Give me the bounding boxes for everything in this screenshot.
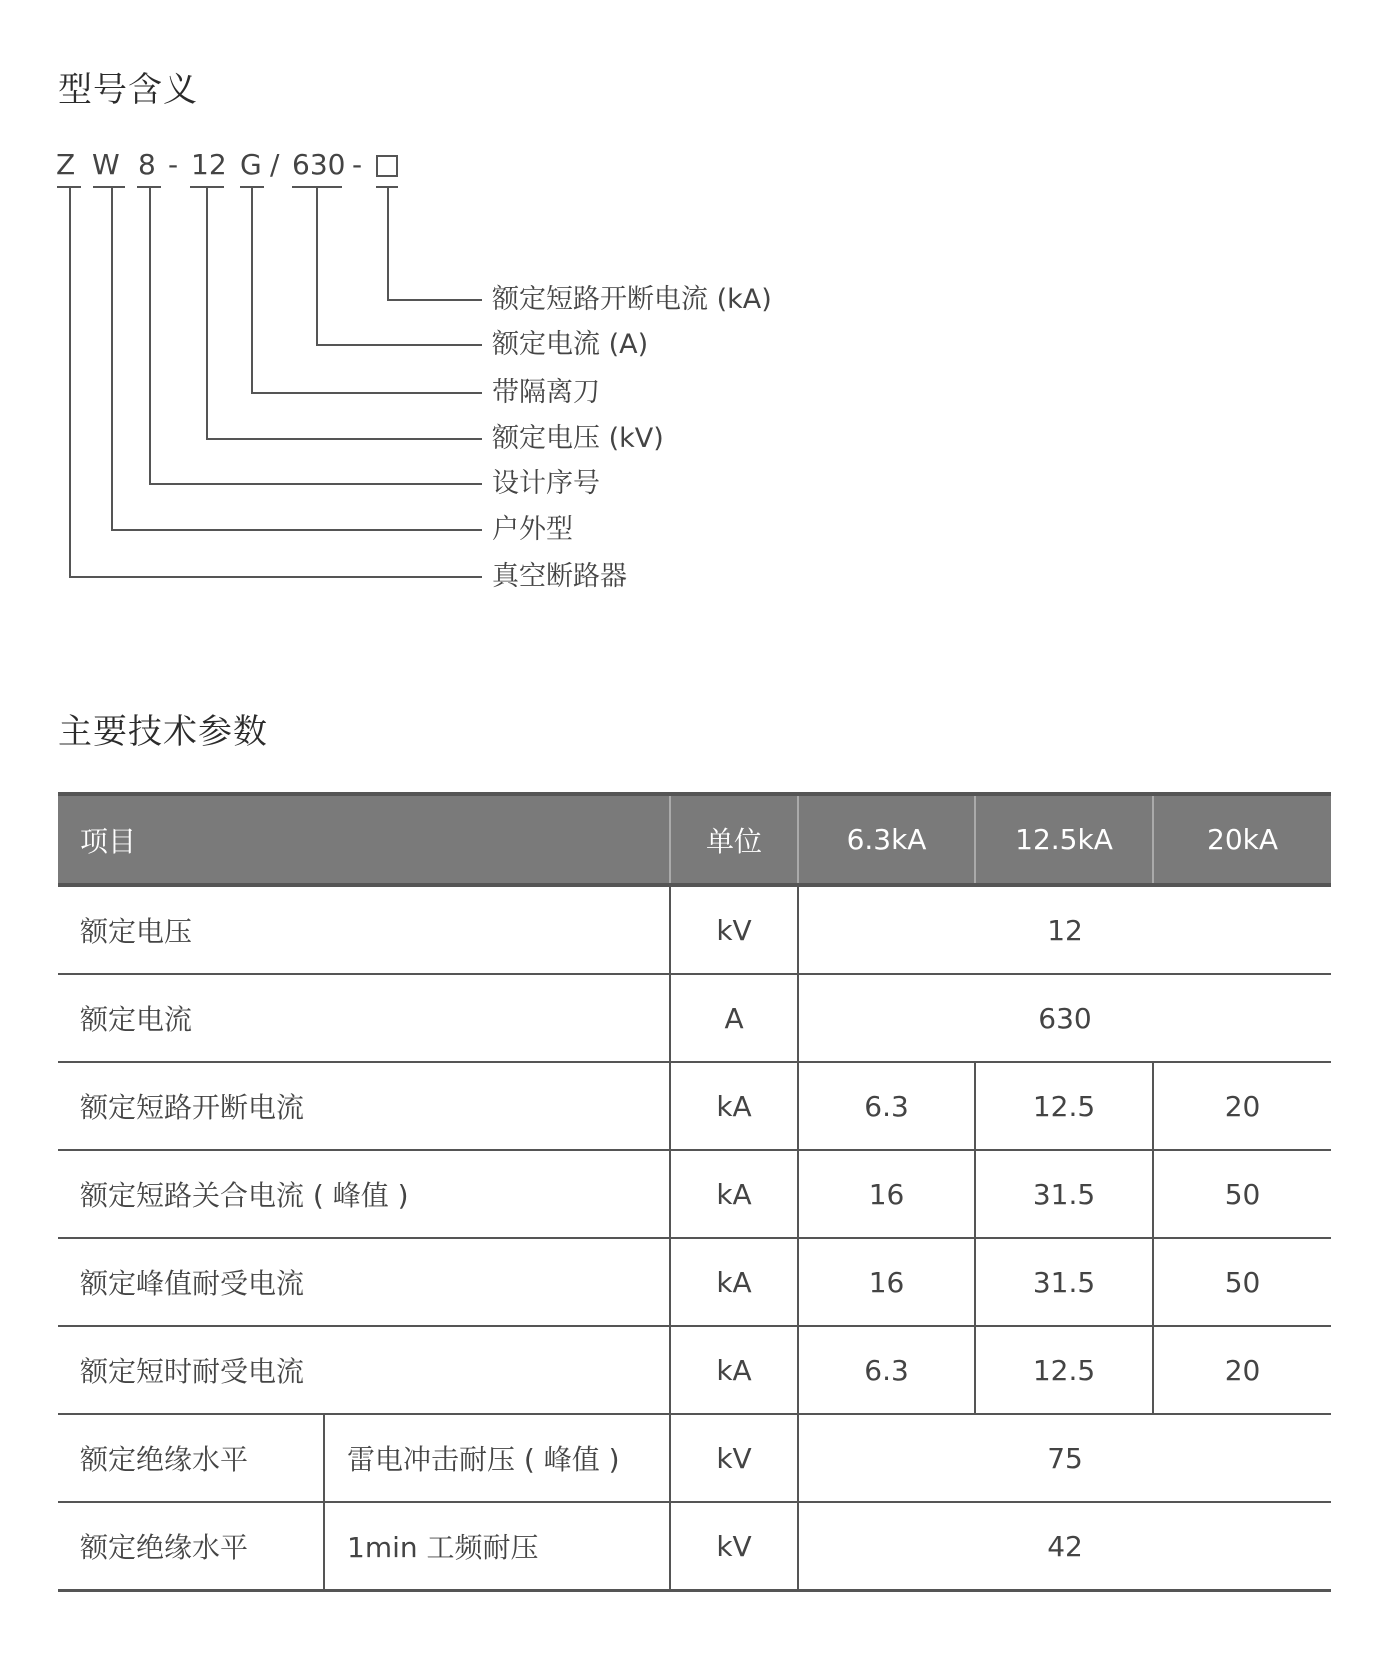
row-value-20ka: 20 xyxy=(1153,1062,1331,1150)
row-unit: kV xyxy=(670,1414,798,1502)
row-unit: kV xyxy=(670,1502,798,1591)
row-unit: A xyxy=(670,974,798,1062)
connector-h-8 xyxy=(149,483,482,485)
table-row xyxy=(58,1502,1331,1591)
desc-rated-current: 额定电流 (A) xyxy=(492,329,649,360)
row-value-6-3ka: 16 xyxy=(798,1238,975,1326)
row-unit: kA xyxy=(670,1326,798,1414)
connector-v-z xyxy=(69,186,71,578)
desc-design-serial: 设计序号 xyxy=(492,468,600,499)
row-subname: 1min 工频耐压 xyxy=(324,1502,670,1591)
row-value: 630 xyxy=(798,974,1331,1062)
header-unit: 单位 xyxy=(670,794,798,885)
row-value-12-5ka: 31.5 xyxy=(975,1150,1153,1238)
table-row xyxy=(58,1062,1331,1150)
row-value-12-5ka: 12.5 xyxy=(975,1326,1153,1414)
header-12-5ka: 12.5kA xyxy=(975,794,1153,885)
row-value-6-3ka: 6.3 xyxy=(798,1326,975,1414)
code-char-630: 630 xyxy=(292,148,346,181)
connector-h-z xyxy=(69,576,482,578)
code-char-dash-2: - xyxy=(352,148,363,181)
code-char-w: W xyxy=(92,148,120,181)
code-char-12: 12 xyxy=(191,148,227,181)
code-char-slash: / xyxy=(270,148,280,181)
row-name: 额定短时耐受电流 xyxy=(58,1326,670,1414)
row-unit: kA xyxy=(670,1238,798,1326)
code-char-dash-1: - xyxy=(168,148,179,181)
table-row xyxy=(58,1150,1331,1238)
code-char-g: G xyxy=(240,148,262,181)
connector-h-w xyxy=(111,529,482,531)
header-item: 项目 xyxy=(58,794,670,885)
row-value-12-5ka: 31.5 xyxy=(975,1238,1153,1326)
row-value-20ka: 50 xyxy=(1153,1238,1331,1326)
underline-w xyxy=(93,186,125,188)
table-header-row xyxy=(58,794,1331,885)
header-20ka: 20kA xyxy=(1153,794,1331,885)
connector-h-g xyxy=(251,392,482,394)
row-value: 42 xyxy=(798,1502,1331,1591)
connector-v-g xyxy=(251,186,253,394)
row-value-12-5ka: 12.5 xyxy=(975,1062,1153,1150)
row-name: 额定绝缘水平 xyxy=(58,1414,324,1502)
connector-v-box xyxy=(387,186,389,301)
connector-h-box xyxy=(387,299,482,301)
desc-rated-voltage: 额定电压 (kV) xyxy=(492,423,664,454)
row-name: 额定电压 xyxy=(58,885,670,974)
table-row xyxy=(58,1414,1331,1502)
model-meaning-title: 型号含义 xyxy=(58,70,198,110)
connector-v-w xyxy=(111,186,113,531)
row-unit: kA xyxy=(670,1150,798,1238)
row-subname: 雷电冲击耐压 ( 峰值 ) xyxy=(324,1414,670,1502)
connector-h-630 xyxy=(316,344,482,346)
header-6-3ka: 6.3kA xyxy=(798,794,975,885)
code-char-z: Z xyxy=(56,148,76,181)
placeholder-box-icon xyxy=(376,155,398,177)
connector-h-12 xyxy=(206,438,482,440)
params-table xyxy=(58,792,1331,1592)
desc-vacuum-breaker: 真空断路器 xyxy=(492,561,627,592)
table-row xyxy=(58,974,1331,1062)
desc-outdoor-type: 户外型 xyxy=(492,514,573,545)
table-row xyxy=(58,1326,1331,1414)
row-unit: kV xyxy=(670,885,798,974)
table-row xyxy=(58,1238,1331,1326)
connector-v-630 xyxy=(316,186,318,346)
desc-breaking-current: 额定短路开断电流 (kA) xyxy=(492,284,772,315)
connector-v-8 xyxy=(149,186,151,485)
connector-v-12 xyxy=(206,186,208,440)
row-unit: kA xyxy=(670,1062,798,1150)
table-row xyxy=(58,885,1331,974)
row-name: 额定短路开断电流 xyxy=(58,1062,670,1150)
row-value: 12 xyxy=(798,885,1331,974)
row-name: 额定电流 xyxy=(58,974,670,1062)
desc-isolating-knife: 带隔离刀 xyxy=(492,377,600,408)
params-title: 主要技术参数 xyxy=(58,712,268,752)
row-value-20ka: 50 xyxy=(1153,1150,1331,1238)
code-char-8: 8 xyxy=(138,148,156,181)
row-value-20ka: 20 xyxy=(1153,1326,1331,1414)
row-value-6-3ka: 16 xyxy=(798,1150,975,1238)
row-name: 额定短路关合电流 ( 峰值 ) xyxy=(58,1150,670,1238)
row-value: 75 xyxy=(798,1414,1331,1502)
row-name: 额定峰值耐受电流 xyxy=(58,1238,670,1326)
row-name: 额定绝缘水平 xyxy=(58,1502,324,1591)
row-value-6-3ka: 6.3 xyxy=(798,1062,975,1150)
